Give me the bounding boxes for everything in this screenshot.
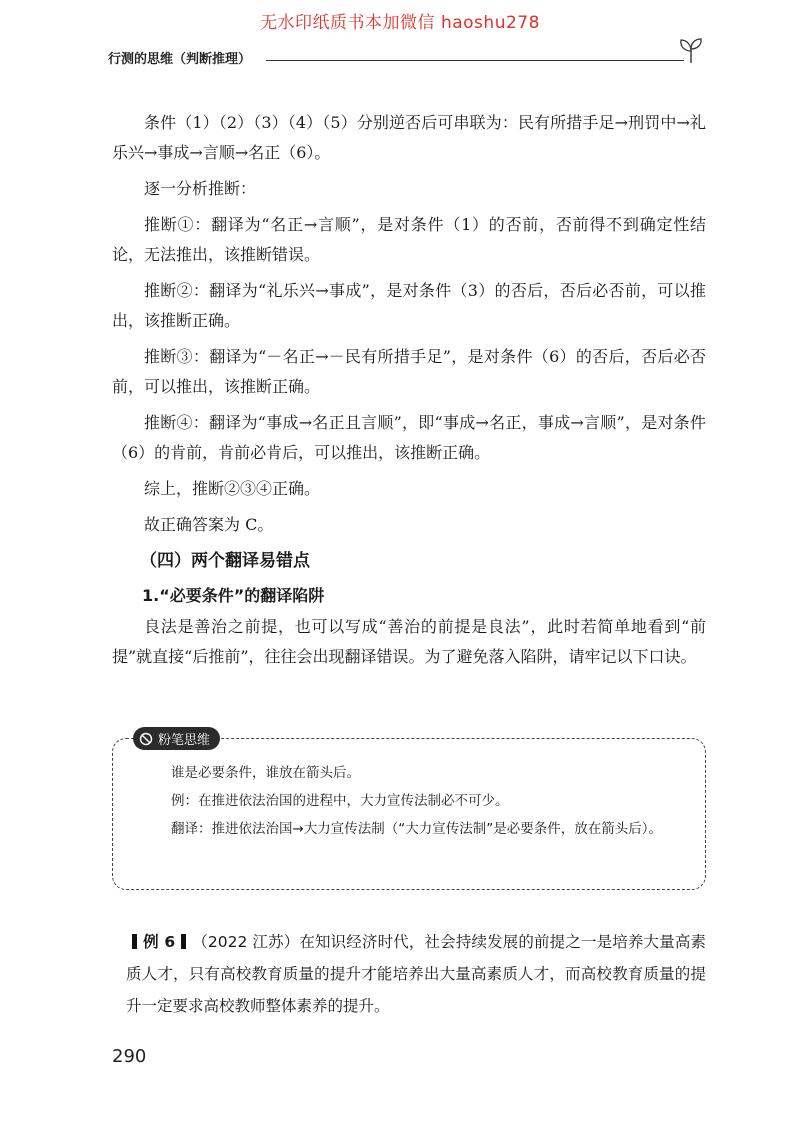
section-heading: （四）两个翻译易错点 [140,551,310,571]
example-text: （2022 江苏）在知识经济时代，社会持续发展的前提之一是培养大量高素质人才，只有高校教育质量的提升才能培养出大量高素质人才，而高校教育质量的提升一定要求高校教师整体素养的提升。 [126,933,706,1015]
tip-tag-label: 粉笔思维 [158,733,211,748]
example-paragraph [126,926,706,1022]
tip-line: 例：在推进依法治国的进程中，大力宣传法制必不可少。 [171,793,509,809]
sub-heading: 1.“必要条件”的翻译陷阱 [142,586,325,605]
tip-tag [133,727,220,750]
paragraph: 推断②：翻译为“礼乐兴→事成”，是对条件（3）的否后，否后必否前，可以推出，该推断正确。 [112,281,706,330]
tip-line: 翻译：推进依法治国→大力宣传法制（“大力宣传法制”是必要条件，放在箭头后）。 [171,821,663,837]
bracket-bar-left [132,934,137,949]
paragraph: 推断④：翻译为“事成→名正且言顺”，即“事成→名正，事成→言顺”，是对条件（6）的肯前，肯前必肯后，可以推出，该推断正确。 [112,413,706,462]
paragraph: 逐一分析推断： [144,179,257,198]
paragraph: 推断①：翻译为“名正→言顺”，是对条件（1）的否前，否前得不到确定性结论，无法推出，该推断错误。 [112,215,706,264]
watermark-text: 无水印纸质书本加微信 haoshu278 [260,13,540,33]
paragraph: 故正确答案为 C。 [144,515,274,534]
header-rule [266,60,684,61]
sprout-icon [678,36,704,64]
example-label: 例 6 [143,933,176,951]
paragraph: 推断③：翻译为“－名正→－民有所措手足”，是对条件（6）的否后，否后必否前，可以推出，该推断正确。 [112,347,706,396]
bracket-bar-right [181,934,186,949]
intro-paragraph: 良法是善治之前提，也可以写成“善治的前提是良法”，此时若简单地看到“前提”就直接“后推前”，往往会出现翻译错误。为了避免落入陷阱，请牢记以下口诀。 [112,617,706,666]
main-content [112,108,706,672]
example-block [126,926,706,1022]
page-number: 290 [112,1046,147,1067]
tip-line: 谁是必要条件，谁放在箭头后。 [171,765,360,781]
tip-box [112,733,706,890]
no-symbol-icon [139,732,153,746]
running-head: 行测的思维（判断推理） [108,52,252,67]
paragraph: 综上，推断②③④正确。 [144,479,321,498]
tip-body [143,759,683,843]
paragraph: 条件（1）（2）（3）（4）（5）分别逆否后可串联为：民有所措手足→刑罚中→礼乐兴→事成→言顺→名正（6）。 [112,113,706,162]
